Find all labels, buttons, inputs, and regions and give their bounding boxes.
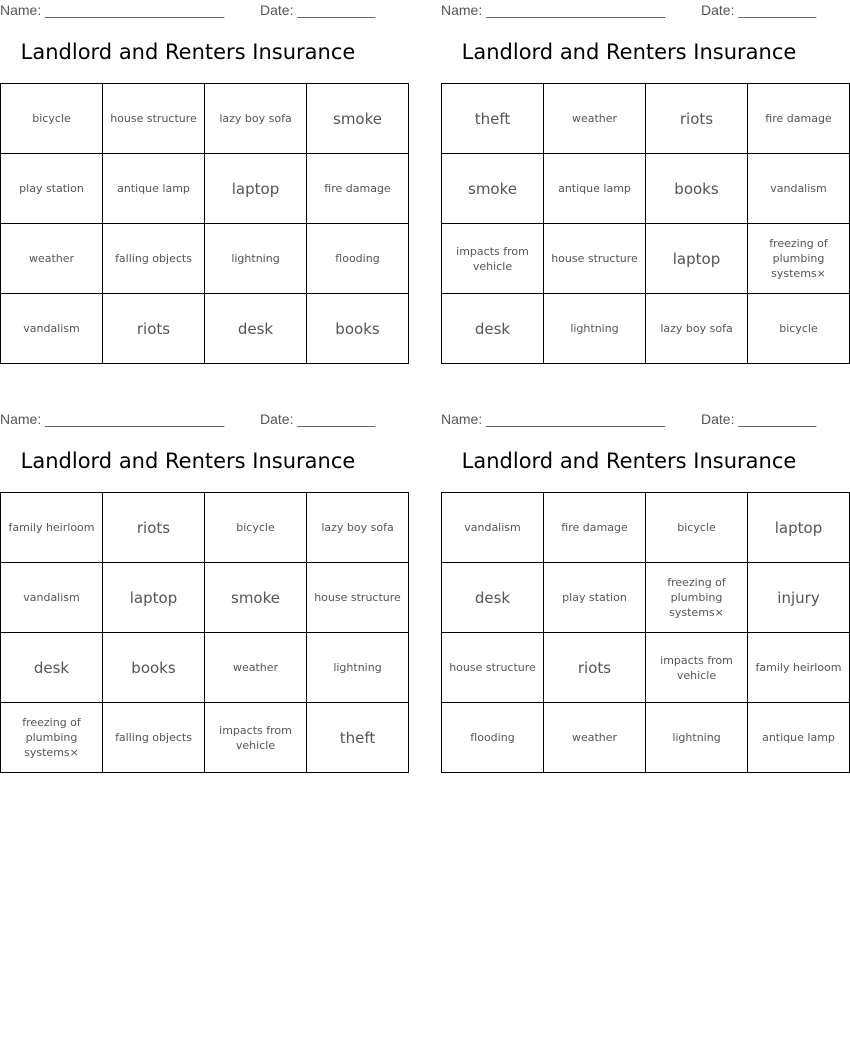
date-field-label: Date: __________ bbox=[260, 2, 376, 18]
bingo-cell: house structure bbox=[307, 563, 409, 633]
bingo-cell: family heirloom bbox=[748, 633, 850, 703]
grid-row bbox=[1, 703, 409, 773]
date-field-label: Date: __________ bbox=[260, 411, 376, 427]
date-field-label: Date: __________ bbox=[701, 411, 817, 427]
bingo-cell: bicycle bbox=[1, 84, 103, 154]
bingo-cell: fire damage bbox=[544, 493, 646, 563]
grid-row bbox=[442, 493, 850, 563]
grid-row bbox=[442, 563, 850, 633]
bingo-cell: house structure bbox=[544, 224, 646, 294]
bingo-cell: riots bbox=[646, 84, 748, 154]
date-field-label: Date: __________ bbox=[701, 2, 817, 18]
bingo-cell: antique lamp bbox=[748, 703, 850, 773]
bingo-cell: flooding bbox=[307, 224, 409, 294]
bingo-cell: play station bbox=[544, 563, 646, 633]
bingo-cell: theft bbox=[307, 703, 409, 773]
bingo-cell: desk bbox=[1, 633, 103, 703]
card-title: Landlord and Renters Insurance bbox=[461, 449, 797, 473]
bingo-cell: impacts from vehicle bbox=[205, 703, 307, 773]
bingo-cell: smoke bbox=[442, 154, 544, 224]
bingo-cell: freezing of plumbing systems× bbox=[748, 224, 850, 294]
bingo-grid bbox=[441, 83, 850, 364]
card-header bbox=[0, 2, 376, 20]
grid-row bbox=[1, 224, 409, 294]
bingo-cell: weather bbox=[544, 84, 646, 154]
bingo-cell: freezing of plumbing systems× bbox=[1, 703, 103, 773]
bingo-cell: smoke bbox=[205, 563, 307, 633]
bingo-cell: vandalism bbox=[1, 294, 103, 364]
card-header bbox=[441, 2, 817, 20]
bingo-cell: laptop bbox=[646, 224, 748, 294]
bingo-cell: lightning bbox=[205, 224, 307, 294]
card-title: Landlord and Renters Insurance bbox=[461, 40, 797, 64]
card-header bbox=[0, 411, 376, 429]
name-field-label: Name: _______________________ bbox=[0, 2, 225, 18]
bingo-cell: weather bbox=[1, 224, 103, 294]
bingo-cell: riots bbox=[103, 493, 205, 563]
grid-row bbox=[1, 563, 409, 633]
bingo-cell: laptop bbox=[748, 493, 850, 563]
bingo-cell: smoke bbox=[307, 84, 409, 154]
card-title: Landlord and Renters Insurance bbox=[20, 40, 356, 64]
bingo-cell: house structure bbox=[442, 633, 544, 703]
bingo-cell: bicycle bbox=[646, 493, 748, 563]
bingo-grid bbox=[0, 83, 409, 364]
bingo-cell: antique lamp bbox=[103, 154, 205, 224]
grid-row bbox=[1, 493, 409, 563]
card-header bbox=[441, 411, 817, 429]
grid-row bbox=[442, 633, 850, 703]
name-field-label: Name: _______________________ bbox=[441, 411, 666, 427]
bingo-cell: riots bbox=[103, 294, 205, 364]
bingo-cell: fire damage bbox=[748, 84, 850, 154]
grid-row bbox=[442, 84, 850, 154]
grid-row bbox=[1, 294, 409, 364]
bingo-cell: freezing of plumbing systems× bbox=[646, 563, 748, 633]
bingo-cell: lazy boy sofa bbox=[307, 493, 409, 563]
bingo-cell: books bbox=[646, 154, 748, 224]
bingo-cell: lightning bbox=[646, 703, 748, 773]
bingo-cell: impacts from vehicle bbox=[646, 633, 748, 703]
bingo-cell: desk bbox=[442, 563, 544, 633]
bingo-cell: family heirloom bbox=[1, 493, 103, 563]
bingo-cell: flooding bbox=[442, 703, 544, 773]
bingo-cell: desk bbox=[442, 294, 544, 364]
bingo-cell: weather bbox=[205, 633, 307, 703]
bingo-grid bbox=[0, 492, 409, 773]
bingo-cell: injury bbox=[748, 563, 850, 633]
bingo-cell: lightning bbox=[544, 294, 646, 364]
bingo-cell: lightning bbox=[307, 633, 409, 703]
bingo-cell: house structure bbox=[103, 84, 205, 154]
grid-row bbox=[442, 703, 850, 773]
grid-row bbox=[442, 294, 850, 364]
bingo-cell: riots bbox=[544, 633, 646, 703]
grid-row bbox=[1, 84, 409, 154]
bingo-grid bbox=[441, 492, 850, 773]
bingo-cell: bicycle bbox=[205, 493, 307, 563]
bingo-cell: antique lamp bbox=[544, 154, 646, 224]
bingo-cell: impacts from vehicle bbox=[442, 224, 544, 294]
grid-row bbox=[1, 154, 409, 224]
bingo-cell: laptop bbox=[103, 563, 205, 633]
bingo-cell: falling objects bbox=[103, 703, 205, 773]
bingo-cell: laptop bbox=[205, 154, 307, 224]
bingo-cell: vandalism bbox=[1, 563, 103, 633]
bingo-cell: books bbox=[307, 294, 409, 364]
bingo-cell: vandalism bbox=[748, 154, 850, 224]
bingo-cell: vandalism bbox=[442, 493, 544, 563]
bingo-cell: desk bbox=[205, 294, 307, 364]
bingo-cell: fire damage bbox=[307, 154, 409, 224]
bingo-cell: bicycle bbox=[748, 294, 850, 364]
grid-row bbox=[442, 154, 850, 224]
bingo-cell: falling objects bbox=[103, 224, 205, 294]
name-field-label: Name: _______________________ bbox=[441, 2, 666, 18]
bingo-cell: books bbox=[103, 633, 205, 703]
grid-row bbox=[442, 224, 850, 294]
bingo-cell: lazy boy sofa bbox=[646, 294, 748, 364]
name-field-label: Name: _______________________ bbox=[0, 411, 225, 427]
card-title: Landlord and Renters Insurance bbox=[20, 449, 356, 473]
bingo-cell: theft bbox=[442, 84, 544, 154]
grid-row bbox=[1, 633, 409, 703]
bingo-cell: lazy boy sofa bbox=[205, 84, 307, 154]
bingo-cell: play station bbox=[1, 154, 103, 224]
bingo-cell: weather bbox=[544, 703, 646, 773]
